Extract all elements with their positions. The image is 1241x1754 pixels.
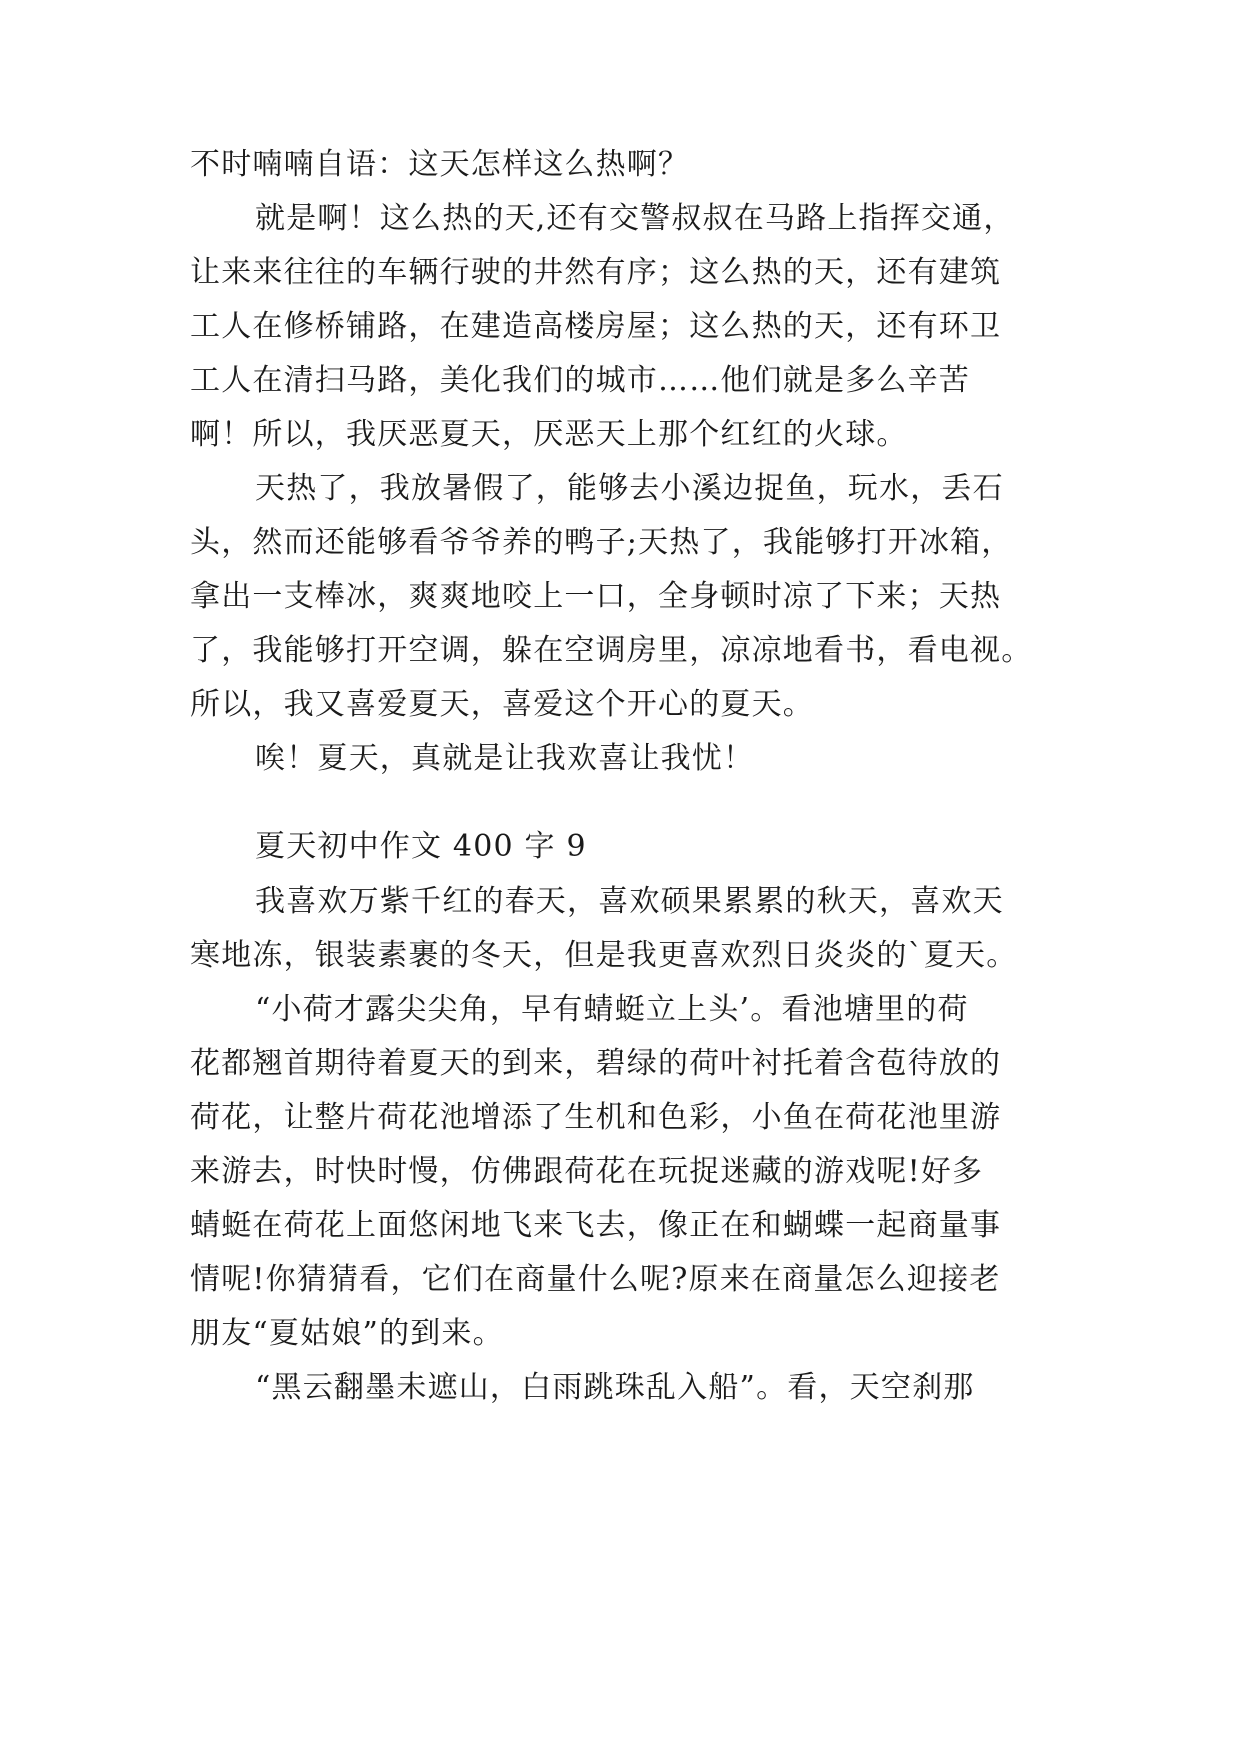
text-line-4: 工人在修桥铺路，在建造高楼房屋；这么热的天，还有环卫 (190, 309, 1002, 344)
paragraph-start-line: 就是啊！这么热的天,还有交警叔叔在马路上指挥交通， (255, 201, 1015, 236)
text-line-10: 了，我能够打开空调，躲在空调房里，凉凉地看书，看电视。 (190, 633, 1033, 668)
text-line-17: 花都翘首期待着夏天的到来，碧绿的荷叶衬托着含苞待放的 (190, 1046, 1002, 1081)
text-line-18: 荷花，让整片荷花池增添了生机和色彩，小鱼在荷花池里游 (190, 1100, 1002, 1135)
text-line-22: 朋友“夏姑娘”的到来。 (190, 1316, 504, 1351)
paragraph-start-line: 唉！夏天，真就是让我欢喜让我忧！ (255, 741, 755, 776)
text-line-5: 工人在清扫马路，美化我们的城市……他们就是多么辛苦 (190, 363, 970, 398)
paragraph-start-line: 天热了，我放暑假了，能够去小溪边捉鱼，玩水，丢石 (255, 471, 1004, 506)
text-line-21: 情呢!你猜猜看，它们在商量什么呢?原来在商量怎么迎接老 (190, 1262, 1001, 1297)
text-line-6: 啊！所以，我厌恶夏天，厌恶天上那个红红的火球。 (190, 417, 908, 452)
text-line-8: 头，然而还能够看爷爷养的鸭子;天热了，我能够打开冰箱， (190, 525, 1013, 560)
text-line-20: 蜻蜓在荷花上面悠闲地飞来飞去，像正在和蝴蝶一起商量事 (190, 1208, 1002, 1243)
text-line-1: 不时喃喃自语：这天怎样这么热啊？ (190, 147, 690, 182)
text-line-19: 来游去，时快时慢，仿佛跟荷花在玩捉迷藏的游戏呢!好多 (190, 1154, 984, 1189)
text-line-9: 拿出一支棒冰，爽爽地咬上一口，全身顿时凉了下来；天热 (190, 579, 1002, 614)
text-line-11: 所以，我又喜爱夏天，喜爱这个开心的夏天。 (190, 687, 814, 722)
paragraph-start-line: “小荷才露尖尖角，早有蜻蜓立上头’。看池塘里的荷 (255, 992, 969, 1027)
paragraph-start-line: “黑云翻墨未遮山，白雨跳珠乱入船”。看，天空刹那 (255, 1370, 975, 1405)
text-line-15: 寒地冻，银装素裹的冬天，但是我更喜欢烈日炎炎的`夏天。 (190, 938, 1018, 973)
section-heading: 夏天初中作文 400 字 9 (255, 829, 587, 864)
paragraph-start-line: 我喜欢万紫千红的春天，喜欢硕果累累的秋天，喜欢天 (255, 884, 1004, 919)
text-line-3: 让来来往往的车辆行驶的井然有序；这么热的天，还有建筑 (190, 255, 1002, 290)
